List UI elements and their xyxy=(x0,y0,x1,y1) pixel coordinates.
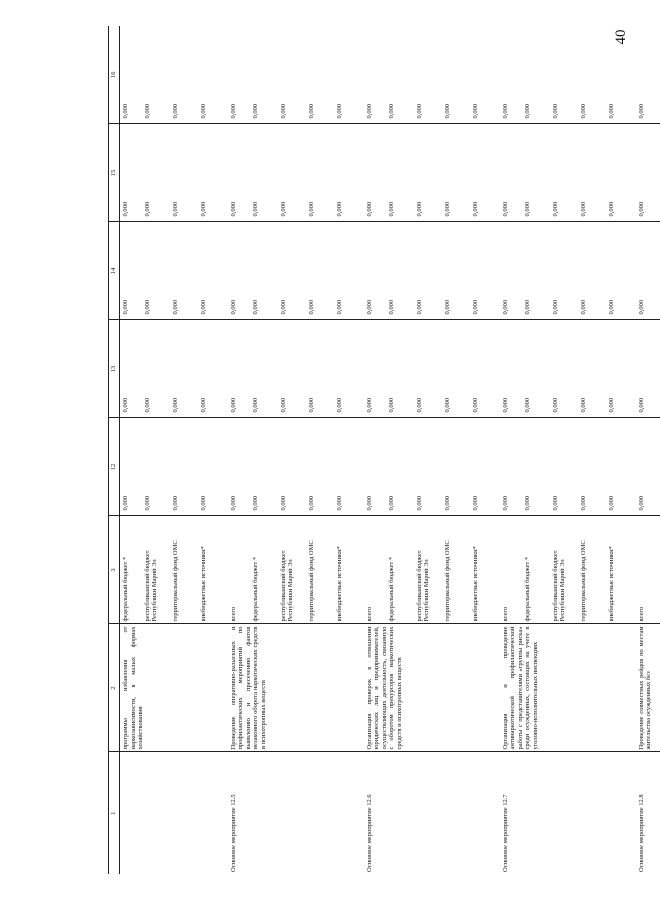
funding-source: республиканский бюджет Республики Марий Эл xyxy=(416,516,444,624)
funding-source: федеральный бюджет * xyxy=(252,516,280,624)
measure-name: Основное мероприятие 12.8 xyxy=(637,794,645,872)
funding-source: всего xyxy=(636,516,660,624)
amount-cell: 0,000 xyxy=(280,26,308,124)
amount-cell: 0,000 xyxy=(636,222,660,320)
amount-cell: 0,000 xyxy=(172,320,200,418)
funding-source: федеральный бюджет * xyxy=(388,516,416,624)
table-row xyxy=(364,26,388,874)
amount-cell: 0,000 xyxy=(580,26,608,124)
amount-cell: 0,000 xyxy=(228,320,252,418)
amount-cell: 0,000 xyxy=(252,26,280,124)
amount-cell: 0,000 xyxy=(416,418,444,516)
amount-cell: 0,000 xyxy=(280,124,308,222)
amount-cell: 0,000 xyxy=(200,26,228,124)
amount-cell: 0,000 xyxy=(308,320,336,418)
funding-source: внебюджетные источники* xyxy=(608,516,636,624)
amount-cell: 0,000 xyxy=(580,320,608,418)
amount-cell: 0,000 xyxy=(120,418,144,516)
amount-cell: 0,000 xyxy=(444,26,472,124)
measure-name: Основное мероприятие 12.6 xyxy=(365,794,373,872)
amount-cell: 0,000 xyxy=(444,222,472,320)
amount-cell: 0,000 xyxy=(524,26,552,124)
amount-cell: 0,000 xyxy=(500,320,524,418)
amount-cell: 0,000 xyxy=(228,222,252,320)
measure-name: Основное мероприятие 12.5 xyxy=(229,794,237,872)
funding-source: всего xyxy=(228,516,252,624)
column-number-row xyxy=(109,26,120,874)
amount-cell: 0,000 xyxy=(472,418,500,516)
funding-source: всего xyxy=(364,516,388,624)
table-body xyxy=(120,26,660,874)
amount-cell: 0,000 xyxy=(364,418,388,516)
amount-cell: 0,000 xyxy=(552,222,580,320)
amount-cell: 0,000 xyxy=(172,418,200,516)
measure-description: программы избавления от наркозависимости, в малых формах хозяйствования xyxy=(120,624,228,752)
funding-source: территориальный фонд ОМС xyxy=(580,516,608,624)
amount-cell: 0,000 xyxy=(500,222,524,320)
amount-cell: 0,000 xyxy=(500,26,524,124)
amount-cell: 0,000 xyxy=(280,418,308,516)
amount-cell: 0,000 xyxy=(228,124,252,222)
amount-cell: 0,000 xyxy=(388,124,416,222)
amount-cell: 0,000 xyxy=(524,418,552,516)
amount-cell: 0,000 xyxy=(608,124,636,222)
amount-cell: 0,000 xyxy=(364,26,388,124)
amount-cell: 0,000 xyxy=(120,320,144,418)
amount-cell: 0,000 xyxy=(524,124,552,222)
amount-cell: 0,000 xyxy=(608,320,636,418)
amount-cell: 0,000 xyxy=(524,320,552,418)
amount-cell: 0,000 xyxy=(144,418,172,516)
amount-cell: 0,000 xyxy=(416,222,444,320)
column-header: 16 xyxy=(109,26,120,124)
funding-source: территориальный фонд ОМС xyxy=(172,516,200,624)
funding-source: республиканский бюджет Республики Марий Эл xyxy=(552,516,580,624)
measure-name: Основное мероприятие 12.7 xyxy=(501,794,509,872)
amount-cell: 0,000 xyxy=(472,222,500,320)
amount-cell: 0,000 xyxy=(308,26,336,124)
amount-cell: 0,000 xyxy=(144,124,172,222)
amount-cell: 0,000 xyxy=(172,26,200,124)
amount-cell: 0,000 xyxy=(252,222,280,320)
amount-cell: 0,000 xyxy=(580,124,608,222)
table-row xyxy=(228,26,252,874)
amount-cell: 0,000 xyxy=(444,418,472,516)
amount-cell: 0,000 xyxy=(228,26,252,124)
amount-cell: 0,000 xyxy=(280,320,308,418)
amount-cell: 0,000 xyxy=(388,418,416,516)
amount-cell: 0,000 xyxy=(200,222,228,320)
amount-cell: 0,000 xyxy=(552,320,580,418)
amount-cell: 0,000 xyxy=(200,320,228,418)
amount-cell: 0,000 xyxy=(336,320,364,418)
measure-description: Проведение оперативно-разыскных и профилактических мероприятий по выявлению и пресечению фактов незаконного оборота наркотических средств и психотропных веществ xyxy=(228,624,364,752)
amount-cell: 0,000 xyxy=(336,124,364,222)
amount-cell: 0,000 xyxy=(172,222,200,320)
table-row xyxy=(636,26,660,874)
amount-cell: 0,000 xyxy=(524,222,552,320)
funding-source: территориальный фонд ОМС xyxy=(444,516,472,624)
table-row xyxy=(120,26,144,874)
funding-source: республиканский бюджет Республики Марий Эл xyxy=(280,516,308,624)
amount-cell: 0,000 xyxy=(472,26,500,124)
amount-cell: 0,000 xyxy=(388,222,416,320)
amount-cell: 0,000 xyxy=(364,124,388,222)
funding-source: внебюджетные источники* xyxy=(336,516,364,624)
table-row xyxy=(500,26,524,874)
amount-cell: 0,000 xyxy=(444,320,472,418)
amount-cell: 0,000 xyxy=(308,124,336,222)
funding-table xyxy=(108,26,660,874)
amount-cell: 0,000 xyxy=(144,320,172,418)
amount-cell: 0,000 xyxy=(388,26,416,124)
amount-cell: 0,000 xyxy=(552,124,580,222)
amount-cell: 0,000 xyxy=(228,418,252,516)
amount-cell: 0,000 xyxy=(416,124,444,222)
funding-source: территориальный фонд ОМС xyxy=(308,516,336,624)
amount-cell: 0,000 xyxy=(636,320,660,418)
column-header: 14 xyxy=(109,222,120,320)
amount-cell: 0,000 xyxy=(252,124,280,222)
amount-cell: 0,000 xyxy=(308,222,336,320)
column-header: 12 xyxy=(109,418,120,516)
amount-cell: 0,000 xyxy=(552,418,580,516)
funding-source: внебюджетные источники* xyxy=(200,516,228,624)
amount-cell: 0,000 xyxy=(252,418,280,516)
measure-description: Проведение совместных рейдов по местам жительства осужденных без xyxy=(636,624,660,752)
amount-cell: 0,000 xyxy=(416,26,444,124)
amount-cell: 0,000 xyxy=(608,26,636,124)
amount-cell: 0,000 xyxy=(336,26,364,124)
amount-cell: 0,000 xyxy=(120,26,144,124)
amount-cell: 0,000 xyxy=(552,26,580,124)
amount-cell: 0,000 xyxy=(636,418,660,516)
funding-source: федеральный бюджет * xyxy=(524,516,552,624)
amount-cell: 0,000 xyxy=(120,222,144,320)
amount-cell: 0,000 xyxy=(388,320,416,418)
column-header: 13 xyxy=(109,320,120,418)
funding-source: федеральный бюджет * xyxy=(120,516,144,624)
amount-cell: 0,000 xyxy=(580,222,608,320)
amount-cell: 0,000 xyxy=(500,418,524,516)
column-header: 1 xyxy=(109,752,120,874)
amount-cell: 0,000 xyxy=(364,222,388,320)
amount-cell: 0,000 xyxy=(144,26,172,124)
amount-cell: 0,000 xyxy=(200,124,228,222)
page-number: 40 xyxy=(613,29,629,45)
rotated-page xyxy=(108,26,653,874)
measure-description: Организация проверок в отношении юридических лиц и предпринимателей, осуществляющих деятельность, связанную с оборотом прекурсоров наркотических средств и психотропных веществ xyxy=(364,624,500,752)
amount-cell: 0,000 xyxy=(636,124,660,222)
amount-cell: 0,000 xyxy=(444,124,472,222)
amount-cell: 0,000 xyxy=(280,222,308,320)
column-header: 2 xyxy=(109,624,120,752)
funding-source: всего xyxy=(500,516,524,624)
amount-cell: 0,000 xyxy=(580,418,608,516)
column-header: 15 xyxy=(109,124,120,222)
amount-cell: 0,000 xyxy=(416,320,444,418)
amount-cell: 0,000 xyxy=(172,124,200,222)
amount-cell: 0,000 xyxy=(252,320,280,418)
amount-cell: 0,000 xyxy=(120,124,144,222)
measure-name xyxy=(120,752,228,874)
amount-cell: 0,000 xyxy=(636,26,660,124)
amount-cell: 0,000 xyxy=(144,222,172,320)
column-header: 3 xyxy=(109,516,120,624)
amount-cell: 0,000 xyxy=(200,418,228,516)
amount-cell: 0,000 xyxy=(336,418,364,516)
funding-source: республиканский бюджет Республики Марий Эл xyxy=(144,516,172,624)
amount-cell: 0,000 xyxy=(308,418,336,516)
amount-cell: 0,000 xyxy=(500,124,524,222)
funding-source: внебюджетные источники* xyxy=(472,516,500,624)
amount-cell: 0,000 xyxy=(336,222,364,320)
amount-cell: 0,000 xyxy=(472,320,500,418)
amount-cell: 0,000 xyxy=(608,418,636,516)
amount-cell: 0,000 xyxy=(364,320,388,418)
measure-description: Организация и проведение антинаркотической профилактической работы с представителями «группы риска» среди осужденных, состоящих на учете в уголовно-исполнительных инспекциях xyxy=(500,624,636,752)
amount-cell: 0,000 xyxy=(608,222,636,320)
amount-cell: 0,000 xyxy=(472,124,500,222)
